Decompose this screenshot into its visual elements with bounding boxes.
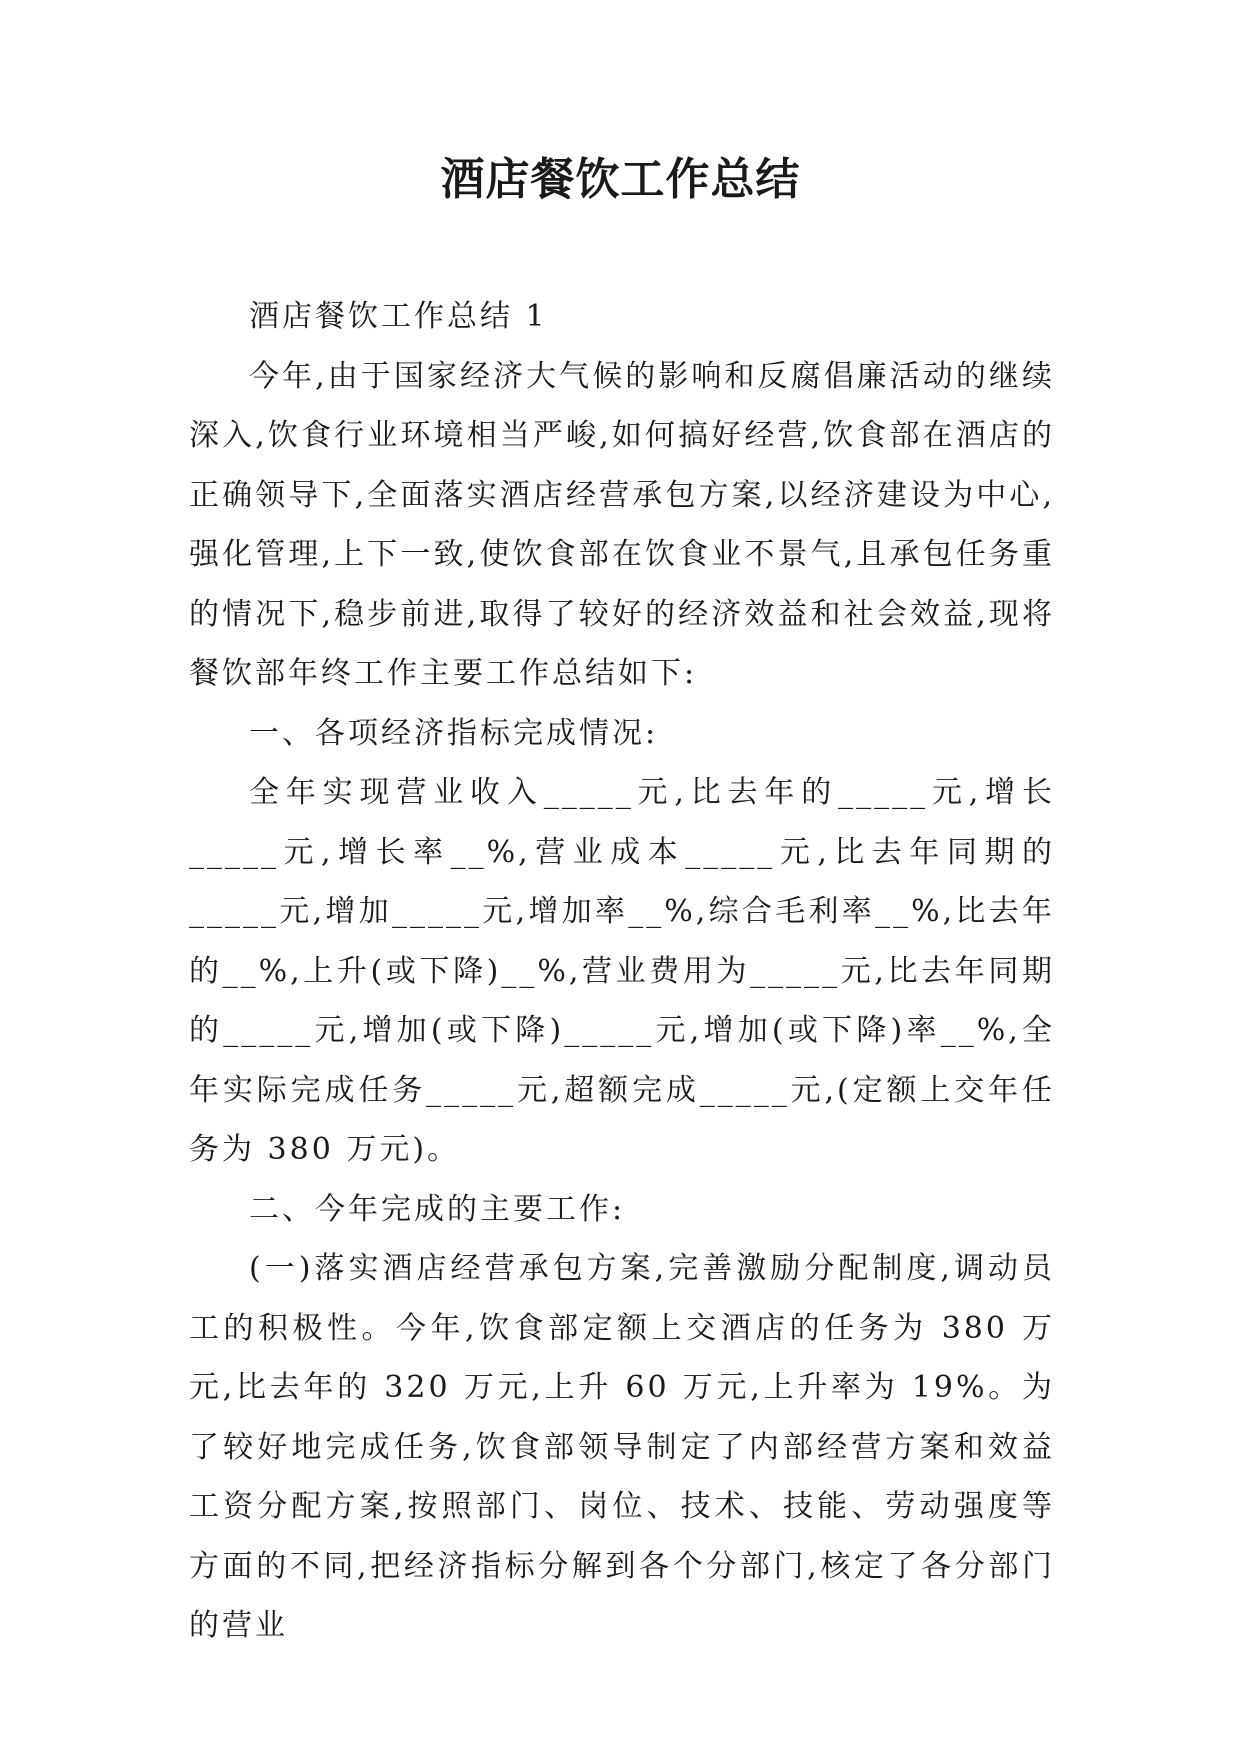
paragraph-indicators: 全年实现营业收入_____元,比去年的_____元,增长_____元,增长率__%,营业成本_____元,比去年同期的_____元,增加_____元,增加率__%,综合毛利率__%,比去年的__%,上升(或下降)__%,营业费用为_____元,比去年同期的_____元,增加(或下降)_____元,增加(或下降)率__%,全年实际完成任务_____元,超额完成_____元,(定额上交年任务为 380 万元)。 — [189, 775, 1055, 1167]
section-heading-economic-indicators: 一、各项经济指标完成情况: — [249, 715, 659, 751]
paragraph-main-work: (一)落实酒店经营承包方案,完善激励分配制度,调动员工的积极性。今年,饮食部定额上交酒店的任务为 380 万元,比去年的 320 万元,上升 60 万元,上升率为 19%。为了较好地完成任务,饮食部领导制定了内部经营方案和效益工资分配方案,按照部门、岗位、技术、技能、劳动强度等方面的不同,把经济指标分解到各个分部门,核定了各分部门的营业 — [189, 1251, 1055, 1643]
section-heading: 酒店餐饮工作总结 1 — [249, 299, 548, 334]
document-body — [189, 287, 1055, 1656]
paragraph-intro: 今年,由于国家经济大气候的影响和反腐倡廉活动的继续深入,饮食行业环境相当严峻,如何搞好经营,饮食部在酒店的正确领导下,全面落实酒店经营承包方案,以经济建设为中心,强化管理,上下一致,使饮食部在饮食业不景气,且承包任务重的情况下,稳步前进,取得了较好的经济效益和社会效益,现将餐饮部年终工作主要工作总结如下: — [189, 358, 1055, 691]
section-heading-main-work: 二、今年完成的主要工作: — [249, 1191, 626, 1227]
document-title: 酒店餐饮工作总结 — [440, 154, 801, 205]
